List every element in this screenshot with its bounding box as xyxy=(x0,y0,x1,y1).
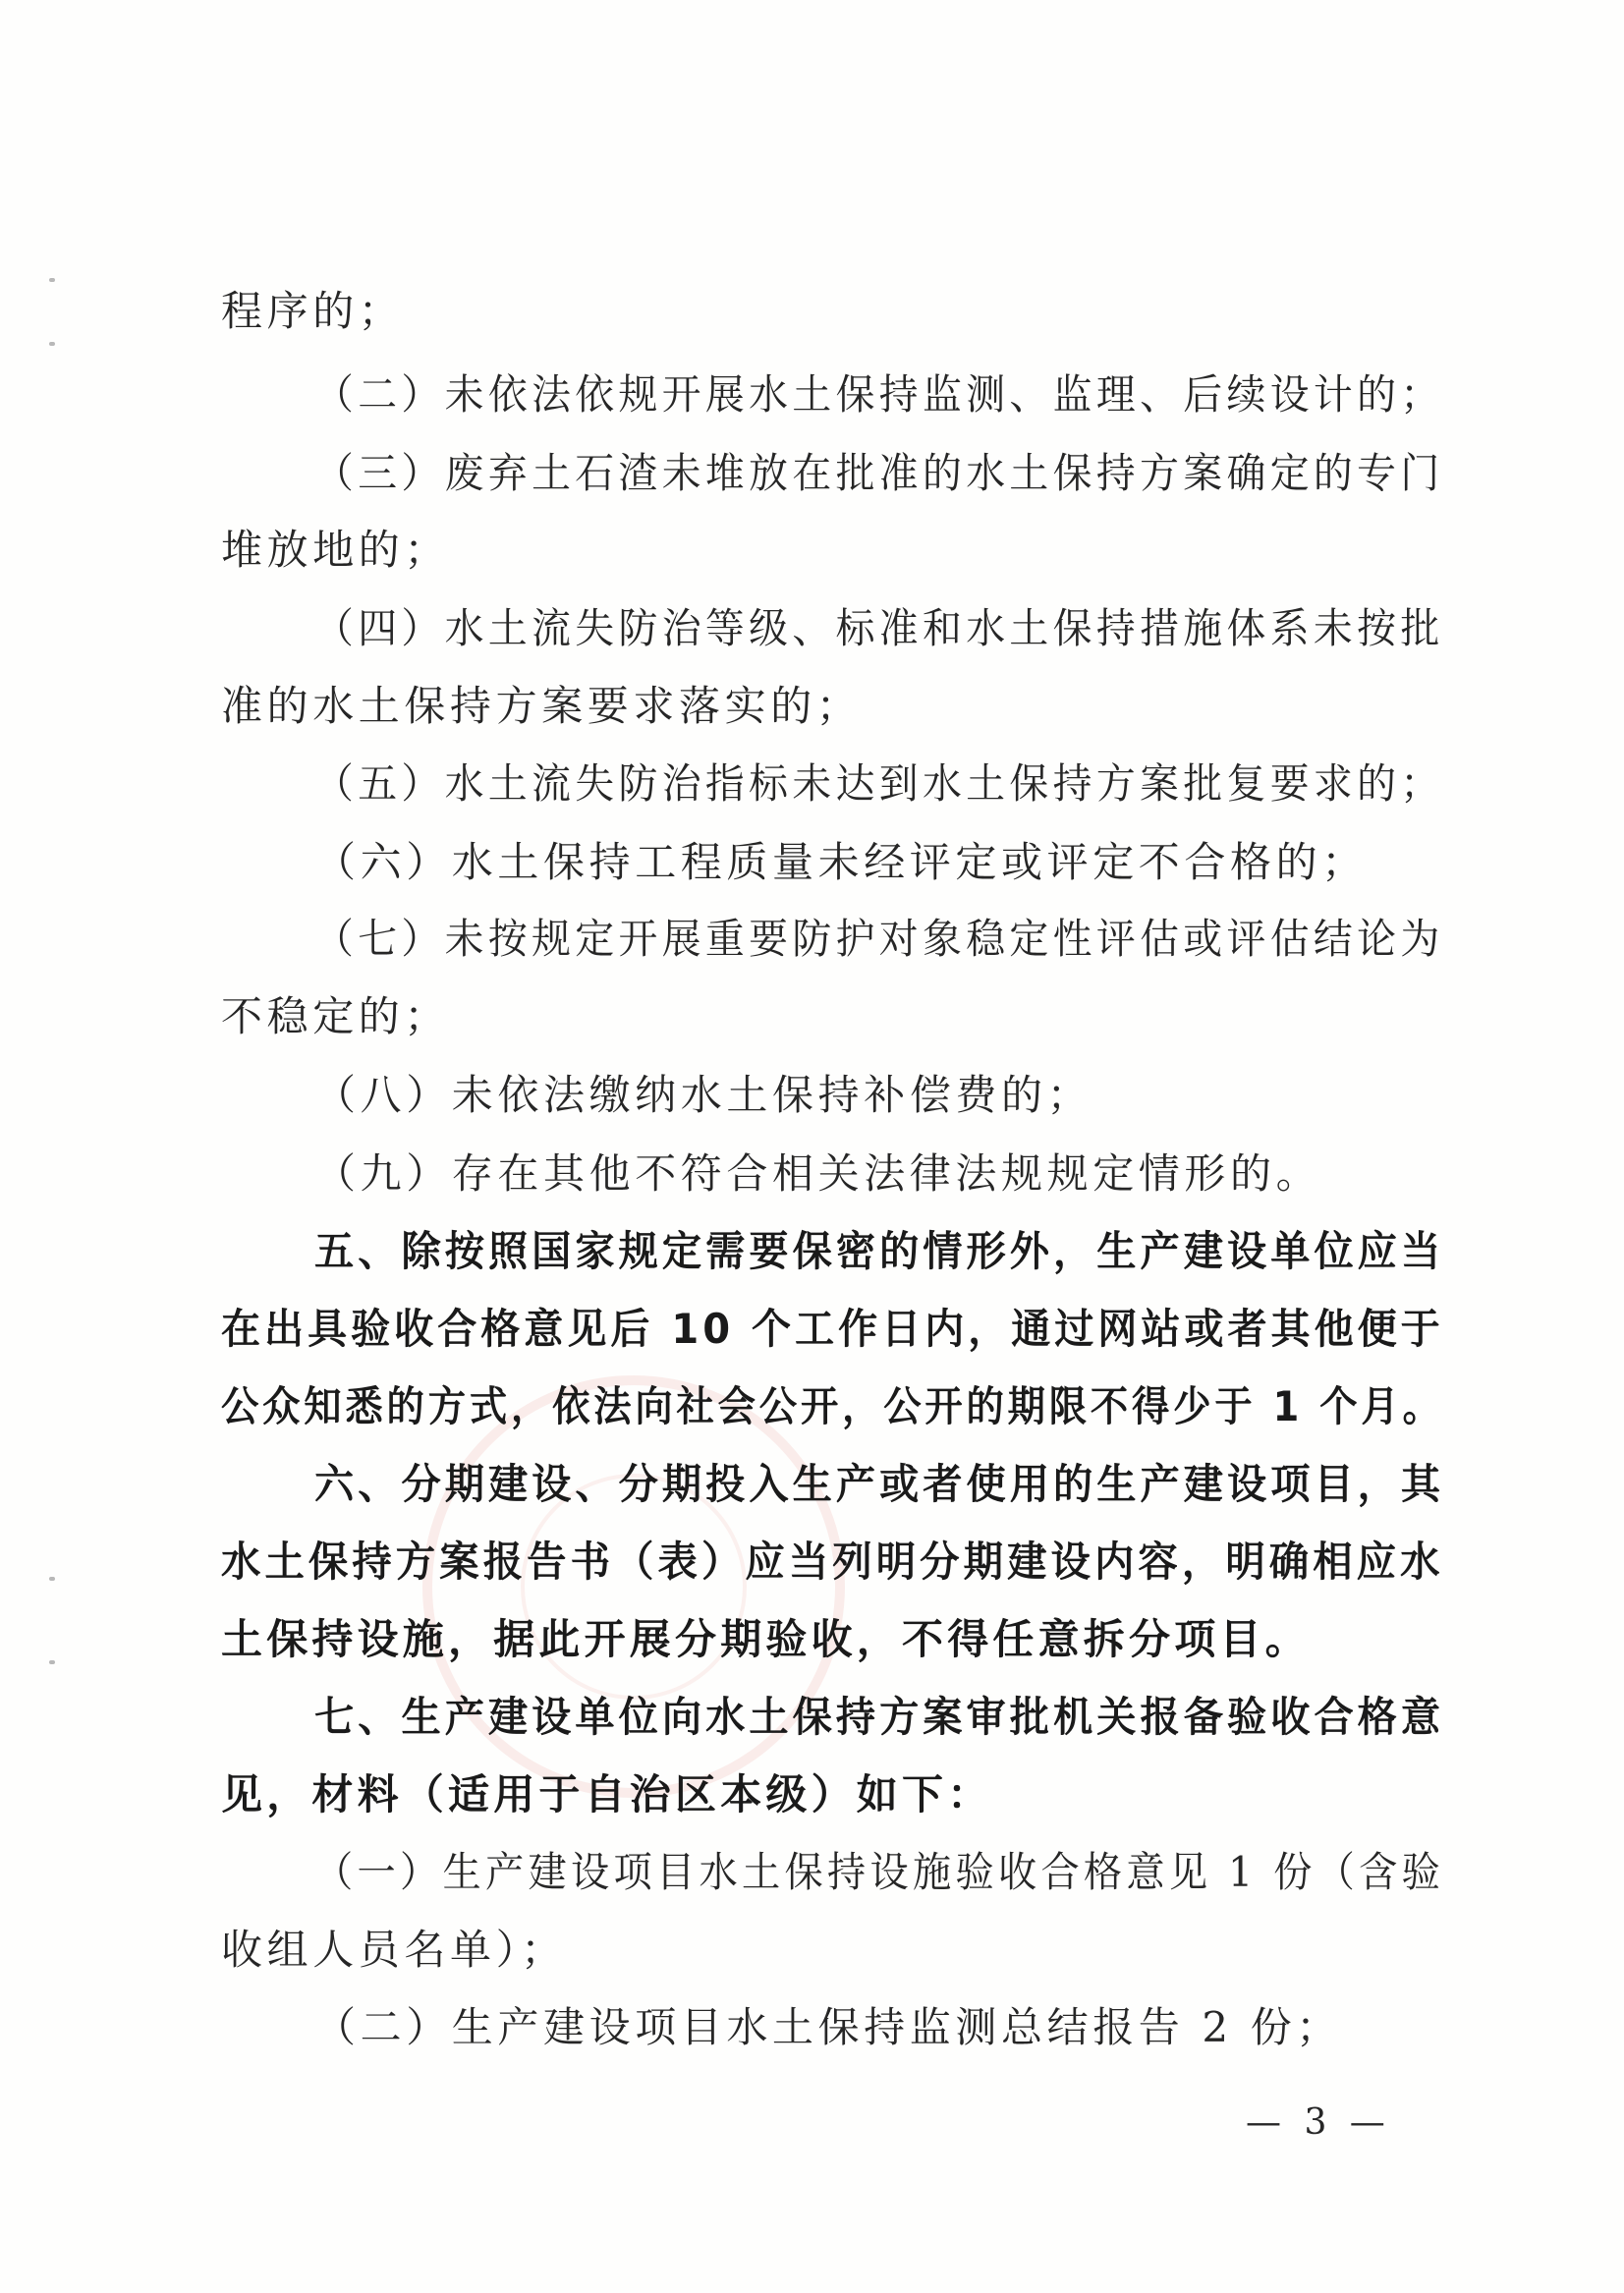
text-line-6: 准的水土保持方案要求落实的； xyxy=(221,682,863,730)
text-line-3: （三）废弃土石渣未堆放在批准的水土保持方案确定的专门 xyxy=(314,449,1444,497)
text-line-14: 在出具验收合格意见后 10 个工作日内，通过网站或者其他便于 xyxy=(221,1305,1444,1353)
page-number: — 3 — xyxy=(1246,2102,1391,2143)
text-line-10: 不稳定的； xyxy=(221,992,451,1040)
text-line-18: 土保持设施，据此开展分期验收，不得任意拆分项目。 xyxy=(221,1615,1311,1663)
text-line-17: 水土保持方案报告书（表）应当列明分期建设内容，明确相应水 xyxy=(221,1538,1444,1586)
text-line-23: （二）生产建设项目水土保持监测总结报告 2 份； xyxy=(314,2003,1342,2051)
text-line-22: 收组人员名单）； xyxy=(221,1926,567,1974)
text-line-16: 六、分期建设、分期投入生产或者使用的生产建设项目，其 xyxy=(314,1460,1445,1508)
text-line-9: （七）未按规定开展重要防护对象稳定性评估或评估结论为 xyxy=(314,915,1444,963)
text-line-4: 堆放地的； xyxy=(221,526,451,574)
text-line-1: 程序的； xyxy=(221,287,405,335)
text-line-19: 七、生产建设单位向水土保持方案审批机关报备验收合格意 xyxy=(314,1693,1445,1741)
text-line-13: 五、除按照国家规定需要保密的情形外，生产建设单位应当 xyxy=(314,1227,1445,1275)
scan-edge-mark xyxy=(49,1660,55,1664)
text-line-7: （五）水土流失防治指标未达到水土保持方案批复要求的； xyxy=(314,759,1444,808)
text-line-12: （九）存在其他不符合相关法律法规规定情形的。 xyxy=(314,1149,1322,1198)
text-line-15: 公众知悉的方式，依法向社会公开，公开的期限不得少于 1 个月。 xyxy=(221,1382,1444,1430)
scan-edge-mark xyxy=(49,278,55,282)
scan-edge-mark xyxy=(49,1577,55,1581)
scan-edge-mark xyxy=(49,342,55,346)
text-line-20: 见，材料（适用于自治区本级）如下： xyxy=(221,1770,993,1818)
text-line-5: （四）水土流失防治等级、标准和水土保持措施体系未按批 xyxy=(314,604,1444,652)
text-line-11: （八）未依法缴纳水土保持补偿费的； xyxy=(314,1071,1093,1119)
text-line-2: （二）未依法依规开展水土保持监测、监理、后续设计的； xyxy=(314,370,1444,419)
text-line-8: （六）水土保持工程质量未经评定或评定不合格的； xyxy=(314,838,1368,886)
text-line-21: （一）生产建设项目水土保持设施验收合格意见 1 份（含验 xyxy=(314,1848,1445,1896)
